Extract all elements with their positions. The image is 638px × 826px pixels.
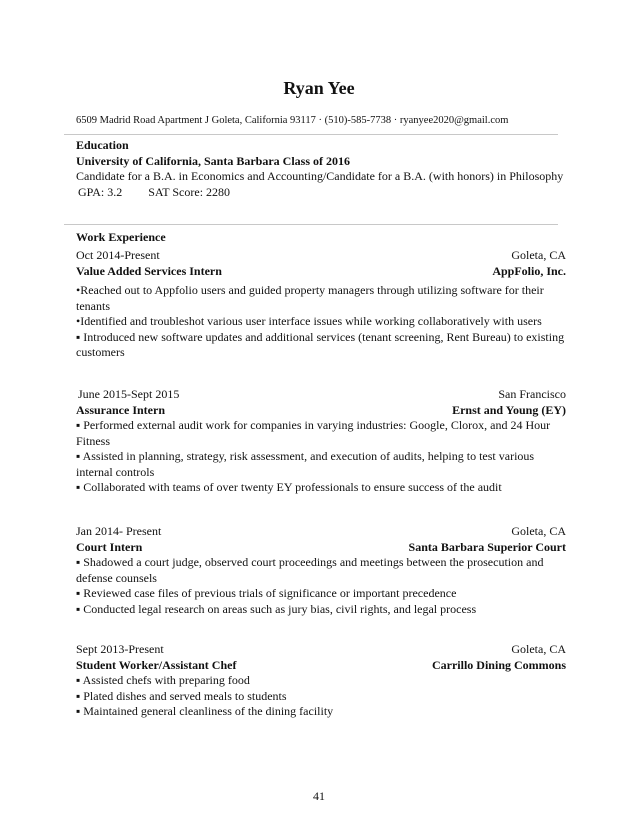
job-bullet: ▪ Shadowed a court judge, observed court proceedings and meetings between the prosecution and defense counsels xyxy=(76,555,544,585)
header-divider xyxy=(64,134,558,135)
job-title: Student Worker/Assistant Chef xyxy=(76,657,237,672)
job-bullet: ▪ Assisted in planning, strategy, risk assessment, and execution of audits, helping to test various internal controls xyxy=(76,449,535,479)
job-dates-line xyxy=(76,524,566,540)
job-bullet: ▪ Plated dishes and served meals to students xyxy=(76,688,287,703)
job-location: Goleta, CA xyxy=(511,524,566,538)
degree-text: Candidate for a B.A. in Economics and Accounting/Candidate for a B.A. (with honors) in Philosophy xyxy=(76,169,564,183)
education-section xyxy=(76,138,566,200)
page-number: 41 xyxy=(313,789,325,803)
sat-text: SAT Score: 2280 xyxy=(148,184,231,199)
job-location: Goleta, CA xyxy=(511,642,566,656)
education-heading: Education xyxy=(76,138,129,152)
job-title: Assurance Intern xyxy=(76,402,165,417)
job-entry xyxy=(76,248,566,361)
job-entry xyxy=(76,642,566,720)
job-dates: June 2015-Sept 2015 xyxy=(78,387,180,401)
job-company: Ernst and Young (EY) xyxy=(452,402,566,417)
job-bullet: •Reached out to Appfolio users and guided property managers through utilizing software for their tenants xyxy=(76,283,544,313)
job-company: Carrillo Dining Commons xyxy=(431,657,566,672)
job-dates-line xyxy=(76,248,566,264)
education-divider xyxy=(64,224,558,225)
job-dates-line xyxy=(76,387,566,403)
job-dates-line xyxy=(76,642,566,658)
job-bullet: ▪ Collaborated with teams of over twenty EY professionals to ensure success of the audit xyxy=(76,480,502,494)
job-dates: Oct 2014-Present xyxy=(76,248,160,262)
job-title-line xyxy=(76,264,566,280)
gpa-text: GPA: 3.2 xyxy=(78,184,123,199)
job-dates: Sept 2013-Present xyxy=(76,642,164,656)
job-bullet: ▪ Maintained general cleanliness of the dining facility xyxy=(76,704,334,718)
job-dates: Jan 2014- Present xyxy=(76,524,162,538)
job-bullet: ▪ Performed external audit work for companies in varying industries: Google, Clorox, and 24 Hour Fitness xyxy=(76,418,551,448)
job-bullet: ▪ Conducted legal research on areas such as jury bias, civil rights, and legal process xyxy=(76,601,477,616)
job-title: Court Intern xyxy=(76,539,143,554)
job-bullet: •Identified and troubleshot various user interface issues while working collaboratively with users xyxy=(76,314,542,328)
job-bullet: ▪ Assisted chefs with preparing food xyxy=(76,673,250,687)
job-company: AppFolio, Inc. xyxy=(492,263,566,278)
job-bullet: ▪ Introduced new software updates and additional services (tenant screening, Rent Bureau) to existing customers xyxy=(76,329,565,359)
job-bullet: ▪ Reviewed case files of previous trials of significance or important precedence xyxy=(76,586,457,600)
job-title-line xyxy=(76,540,566,556)
resume-name: Ryan Yee xyxy=(283,78,355,98)
job-entry xyxy=(76,387,566,496)
job-title: Value Added Services Intern xyxy=(76,263,222,278)
job-entry xyxy=(76,524,566,617)
job-location: San Francisco xyxy=(498,387,566,401)
job-location: Goleta, CA xyxy=(511,248,566,262)
work-heading: Work Experience xyxy=(76,230,166,244)
scores-line xyxy=(76,185,566,201)
contact-line: 6509 Madrid Road Apartment J Goleta, California 93117 · (510)-585-7738 · ryanyee2020@gmail.com xyxy=(76,115,509,126)
school-line: University of California, Santa Barbara Class of 2016 xyxy=(76,153,350,168)
job-company: Santa Barbara Superior Court xyxy=(408,539,566,554)
work-heading-block xyxy=(76,230,566,246)
job-title-line xyxy=(76,403,566,419)
job-title-line xyxy=(76,658,566,674)
